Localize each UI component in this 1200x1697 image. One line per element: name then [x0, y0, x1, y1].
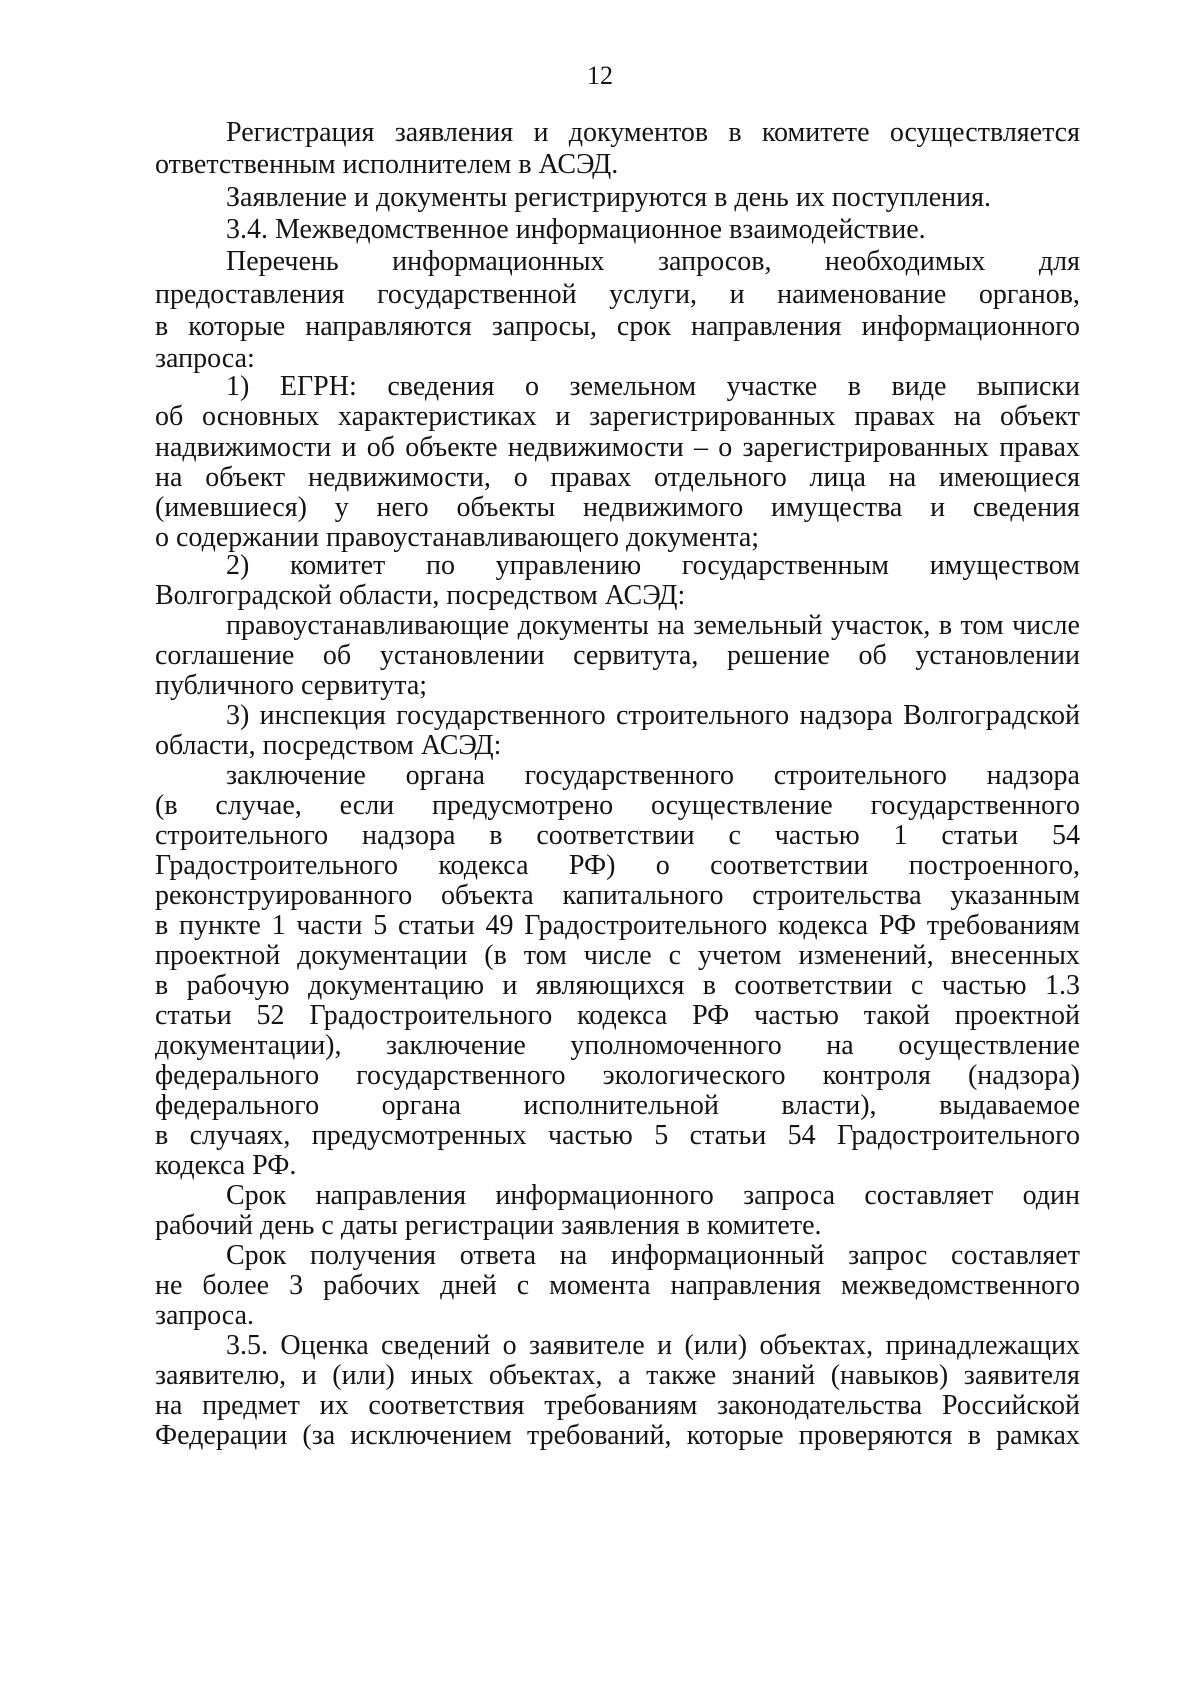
word: имущества — [771, 492, 903, 523]
word: их — [319, 1390, 349, 1421]
word: соответствии — [734, 970, 893, 1001]
text-line — [226, 1329, 1080, 1362]
word: а — [618, 1360, 631, 1391]
word: в — [967, 1420, 981, 1451]
word: кодекса — [777, 910, 869, 941]
word: услуги, — [609, 279, 698, 310]
word: органа — [381, 1090, 461, 1121]
word: отдельного — [654, 462, 787, 493]
text-line — [155, 1029, 1080, 1062]
text-line — [155, 1359, 1080, 1392]
word: числе — [583, 940, 652, 971]
word: более — [202, 1270, 270, 1301]
word: Федерации — [155, 1420, 288, 1451]
word: Градостроительного — [309, 1000, 553, 1031]
text-line — [155, 849, 1080, 882]
word: частью — [547, 1120, 633, 1151]
word: документы — [517, 610, 649, 641]
word: момента — [549, 1270, 651, 1301]
word: в — [938, 610, 953, 641]
word: на — [155, 1390, 183, 1421]
word: надзора — [362, 820, 456, 851]
word: 49 — [485, 910, 514, 941]
word: направляются — [305, 311, 472, 342]
word: осуществляется — [889, 117, 1080, 148]
text-line — [155, 431, 1080, 464]
text-line — [155, 400, 1080, 433]
word: запросы, — [491, 311, 597, 342]
word: межведомственного — [841, 1270, 1080, 1301]
word: (в — [155, 790, 178, 821]
word: проектной — [155, 940, 281, 971]
word: и — [930, 492, 946, 523]
word: документации — [297, 940, 468, 971]
word: в — [847, 371, 861, 402]
word: виде — [891, 371, 947, 402]
word: 1 — [893, 820, 908, 851]
word: государственным — [681, 550, 889, 581]
word: установлении — [379, 640, 545, 671]
text-line — [155, 969, 1080, 1002]
word: осуществление — [898, 1030, 1080, 1061]
word: сведений — [381, 1330, 491, 1361]
word: строительного — [615, 700, 790, 731]
word: федерального — [155, 1090, 320, 1121]
word: предмет — [202, 1390, 300, 1421]
word: объекте — [405, 432, 498, 463]
word: земельный — [693, 610, 823, 641]
word: недвижимости — [507, 432, 684, 463]
word: Волгоградской — [903, 700, 1080, 731]
word: требованиям — [544, 1390, 698, 1421]
word: пункте — [178, 910, 261, 941]
word: 3 — [289, 1270, 304, 1301]
word: Градостроительного — [524, 910, 768, 941]
word: заявителе — [529, 1330, 645, 1361]
word: рабочую — [186, 970, 290, 1001]
word: основных — [202, 401, 320, 432]
word: дней — [440, 1270, 497, 1301]
word: недвижимого — [582, 492, 744, 523]
text-line — [155, 819, 1080, 852]
word: сведения — [972, 492, 1080, 523]
word: соответствии — [710, 850, 869, 881]
word: требованиям — [926, 910, 1080, 941]
word: если — [339, 790, 395, 821]
word: инспекция — [259, 700, 386, 731]
word: реконструированного — [155, 880, 413, 911]
word: Регистрация — [226, 117, 375, 148]
word: на — [888, 462, 917, 493]
word: с — [516, 1270, 530, 1301]
word: комитет — [290, 550, 386, 581]
word: направления — [690, 311, 842, 342]
word: 1) — [226, 371, 250, 402]
word: об — [155, 401, 184, 432]
word: объектах, — [759, 1330, 874, 1361]
word: которые — [188, 311, 286, 342]
word: (имевшиеся) — [155, 492, 307, 523]
word: случаях, — [189, 1120, 291, 1151]
word: и — [729, 279, 745, 310]
word: частью — [774, 820, 860, 851]
word: на — [155, 462, 183, 493]
word: заявителя — [963, 1360, 1080, 1391]
word: экологического — [602, 1060, 786, 1091]
word: имуществом — [929, 550, 1080, 581]
word: в — [155, 311, 169, 342]
word: указанным — [950, 880, 1080, 911]
word: наименование — [777, 279, 947, 310]
word: направления — [315, 1180, 467, 1211]
word: статьи — [398, 910, 475, 941]
word: участке — [726, 371, 818, 402]
word: об — [322, 640, 352, 671]
word: рабочих — [323, 1270, 421, 1301]
word: построенного, — [908, 850, 1080, 881]
word: Градостроительного — [155, 850, 398, 881]
word: и — [341, 432, 357, 463]
word: сведения — [387, 371, 495, 402]
word: и — [555, 401, 571, 432]
word: Перечень — [226, 246, 339, 277]
word: – — [694, 432, 708, 463]
word: кодекса — [577, 1000, 668, 1031]
word: соответствии — [536, 820, 695, 851]
word: власти), — [781, 1090, 877, 1121]
word: государственного — [356, 1060, 566, 1091]
word: документацию — [307, 970, 485, 1001]
word: правах — [854, 401, 936, 432]
text-line — [155, 1059, 1080, 1092]
word: объект — [1000, 401, 1080, 432]
word: для — [1038, 246, 1080, 277]
text-line — [155, 1269, 1080, 1302]
word: правах — [999, 432, 1080, 463]
word: органов, — [978, 279, 1080, 310]
word: надзора — [986, 760, 1080, 791]
word: рамках — [996, 1420, 1080, 1451]
word: Российской — [941, 1390, 1080, 1421]
word: заключение — [226, 760, 366, 791]
word: зарегистрированных — [589, 401, 836, 432]
word: предусмотренных — [311, 1120, 527, 1151]
word: 1.3 — [1044, 970, 1080, 1001]
text-line: запроса: — [155, 343, 255, 374]
word: по — [425, 550, 455, 581]
word: 52 — [256, 1000, 285, 1031]
word: статьи — [689, 1120, 767, 1151]
word: проектной — [954, 1000, 1080, 1031]
word: соглашение — [155, 640, 295, 671]
word: 1 — [271, 910, 286, 941]
word: лица — [809, 462, 866, 493]
word: один — [1022, 1180, 1080, 1211]
word: документации), — [155, 1030, 342, 1061]
word: о — [718, 432, 733, 463]
text-line — [155, 999, 1080, 1032]
word: не — [155, 1270, 183, 1301]
word: с — [668, 940, 682, 971]
word: объекты — [456, 492, 556, 523]
page-number: 12 — [587, 61, 613, 90]
word: об — [366, 432, 395, 463]
word: (за — [302, 1420, 336, 1451]
text-line — [155, 1119, 1080, 1152]
word: иных — [410, 1360, 474, 1391]
word: 54 — [1051, 820, 1080, 851]
word: в — [489, 820, 503, 851]
word: надвижимости — [155, 432, 332, 463]
word: и — [502, 970, 518, 1001]
text-line — [155, 461, 1080, 494]
word: на — [826, 1030, 854, 1061]
word: в — [728, 117, 742, 148]
text-line — [155, 278, 1080, 311]
word: государственного — [870, 790, 1080, 821]
word: строительного — [773, 760, 947, 791]
word: (в — [484, 940, 507, 971]
word: учетом — [697, 940, 782, 971]
word: Градостроительного — [836, 1120, 1080, 1151]
word: заявления — [394, 117, 514, 148]
word: имеющиеся — [938, 462, 1080, 493]
word: составляет — [864, 1180, 994, 1211]
word: статьи — [941, 820, 1019, 851]
word: информационного — [861, 311, 1080, 342]
word: правах — [550, 462, 632, 493]
text-line: кодекса РФ. — [155, 1150, 297, 1181]
text-line — [155, 1419, 1080, 1452]
word: числе — [1012, 610, 1080, 641]
word: 54 — [787, 1120, 816, 1151]
text-line — [226, 116, 1080, 149]
text-line — [155, 909, 1080, 942]
text-line: ответственным исполнителем в АСЭД. — [155, 149, 619, 180]
text-line — [155, 789, 1080, 822]
word: федерального — [155, 1060, 320, 1091]
word: кодекса — [438, 850, 529, 881]
word: участок, — [830, 610, 931, 641]
text-line — [155, 310, 1080, 343]
word: недвижимости, — [307, 462, 491, 493]
word: РФ) — [568, 850, 616, 881]
text-line: запроса. — [155, 1300, 254, 1331]
word: том — [960, 610, 1004, 641]
word: также — [646, 1360, 717, 1391]
word: о — [655, 850, 670, 881]
word: получения — [310, 1240, 436, 1271]
word: документов — [568, 117, 709, 148]
word: и — [533, 117, 549, 148]
word: земельном — [569, 371, 697, 402]
word: знаний — [731, 1360, 816, 1391]
text-line — [226, 1239, 1080, 1272]
word: у — [334, 492, 349, 523]
word: управлению — [495, 550, 642, 581]
word: проверяются — [798, 1420, 953, 1451]
word: том — [523, 940, 567, 971]
text-line: рабочий день с даты регистрации заявления в комитете. — [155, 1210, 822, 1241]
word: характеристиках — [337, 401, 537, 432]
word: запросов, — [658, 246, 772, 277]
word: на — [953, 401, 982, 432]
word: Оценка — [280, 1330, 369, 1361]
word: и — [657, 1330, 673, 1361]
word: решение — [727, 640, 830, 671]
word: частью — [754, 1000, 839, 1031]
word: законодательства — [717, 1390, 923, 1421]
word: информационный — [610, 1240, 825, 1271]
text-line — [226, 549, 1080, 582]
word: запрос — [848, 1240, 928, 1271]
word: РФ — [878, 910, 917, 941]
word: органа — [405, 760, 485, 791]
word: предоставления — [155, 279, 345, 310]
text-line — [226, 699, 1080, 732]
word: которые — [686, 1420, 784, 1451]
word: части — [296, 910, 363, 941]
word: (или) — [332, 1360, 395, 1391]
text-line: 3.4. Межведомственное информационное взаимодействие. — [226, 214, 926, 245]
word: 3.5. — [226, 1330, 268, 1361]
word: объект — [205, 462, 286, 493]
word: (надзора) — [967, 1060, 1080, 1091]
word: в — [155, 970, 169, 1001]
text-line — [155, 879, 1080, 912]
text-line: публичного сервитута; — [155, 670, 428, 701]
text-line — [155, 1089, 1080, 1122]
word: 5 — [654, 1120, 669, 1151]
word: объектах, — [488, 1360, 603, 1391]
word: необходимых — [824, 246, 986, 277]
word: выдаваемое — [939, 1090, 1080, 1121]
word: сервитута, — [573, 640, 699, 671]
word: о — [524, 371, 539, 402]
word: направления — [670, 1270, 822, 1301]
word: строительного — [155, 820, 329, 851]
text-line — [226, 759, 1080, 792]
word: ответа — [459, 1240, 537, 1271]
word: соответствия — [368, 1390, 525, 1421]
word: заключение — [386, 1030, 526, 1061]
word: объекта — [441, 880, 534, 911]
word: с — [728, 820, 741, 851]
text-line — [226, 609, 1080, 642]
word: исполнительной — [523, 1090, 719, 1121]
word: надзора — [799, 700, 893, 731]
text-line: области, посредством АСЭД: — [155, 730, 502, 761]
word: 5 — [373, 910, 388, 941]
word: на — [559, 1240, 588, 1271]
word: контроля — [822, 1060, 931, 1091]
word: предусмотрено — [432, 790, 614, 821]
word: (навыков) — [830, 1360, 949, 1391]
word: информационных — [392, 246, 605, 277]
word: капитального — [562, 880, 724, 911]
word: срок — [616, 311, 671, 342]
text-line: Заявление и документы регистрируются в день их поступления. — [226, 182, 992, 213]
word: правоустанавливающие — [226, 610, 510, 641]
word: внесенных — [950, 940, 1080, 971]
word: 3) — [226, 700, 250, 731]
word: уполномоченного — [570, 1030, 782, 1061]
word: на — [657, 610, 685, 641]
word: статьи — [155, 1000, 232, 1031]
text-line — [155, 1389, 1080, 1422]
word: запроса — [743, 1180, 836, 1211]
text-line — [226, 245, 1080, 278]
word: зарегистрированных — [742, 432, 989, 463]
word: исключением — [350, 1420, 512, 1451]
word: (или) — [684, 1330, 748, 1361]
word: о — [502, 1330, 517, 1361]
text-line — [226, 370, 1080, 403]
word: Срок — [226, 1180, 287, 1211]
word: осуществление — [650, 790, 833, 821]
text-line — [155, 939, 1080, 972]
word: изменений, — [798, 940, 934, 971]
word: РФ — [692, 1000, 730, 1031]
text-line — [226, 1179, 1080, 1212]
word: ЕГРН: — [279, 371, 357, 402]
word: случае, — [215, 790, 302, 821]
word: в — [702, 970, 716, 1001]
word: требований, — [527, 1420, 672, 1451]
word: заявителю, — [155, 1360, 287, 1391]
word: принадлежащих — [885, 1330, 1080, 1361]
word: строительства — [752, 880, 922, 911]
word: составляет — [951, 1240, 1080, 1271]
word: государственной — [377, 279, 577, 310]
word: частью — [941, 970, 1027, 1001]
word: об — [858, 640, 887, 671]
text-line — [155, 639, 1080, 672]
word: Срок — [226, 1240, 287, 1271]
word: комитете — [761, 117, 870, 148]
word: такой — [863, 1000, 930, 1031]
word: с — [910, 970, 924, 1001]
word: государственного — [524, 760, 734, 791]
word: него — [376, 492, 429, 523]
word: 2) — [226, 550, 250, 581]
word: являющихся — [535, 970, 685, 1001]
text-line: о содержании правоустанавливающего документа; — [155, 522, 760, 553]
word: в — [155, 910, 169, 941]
word: и — [301, 1360, 317, 1391]
word: установлении — [915, 640, 1080, 671]
word: выписки — [976, 371, 1080, 402]
word: государственного — [396, 700, 606, 731]
word: о — [513, 462, 528, 493]
text-line: Волгоградской области, посредством АСЭД: — [155, 580, 686, 611]
word: информационного — [495, 1180, 714, 1211]
text-line — [155, 491, 1080, 524]
word: в — [155, 1120, 169, 1151]
